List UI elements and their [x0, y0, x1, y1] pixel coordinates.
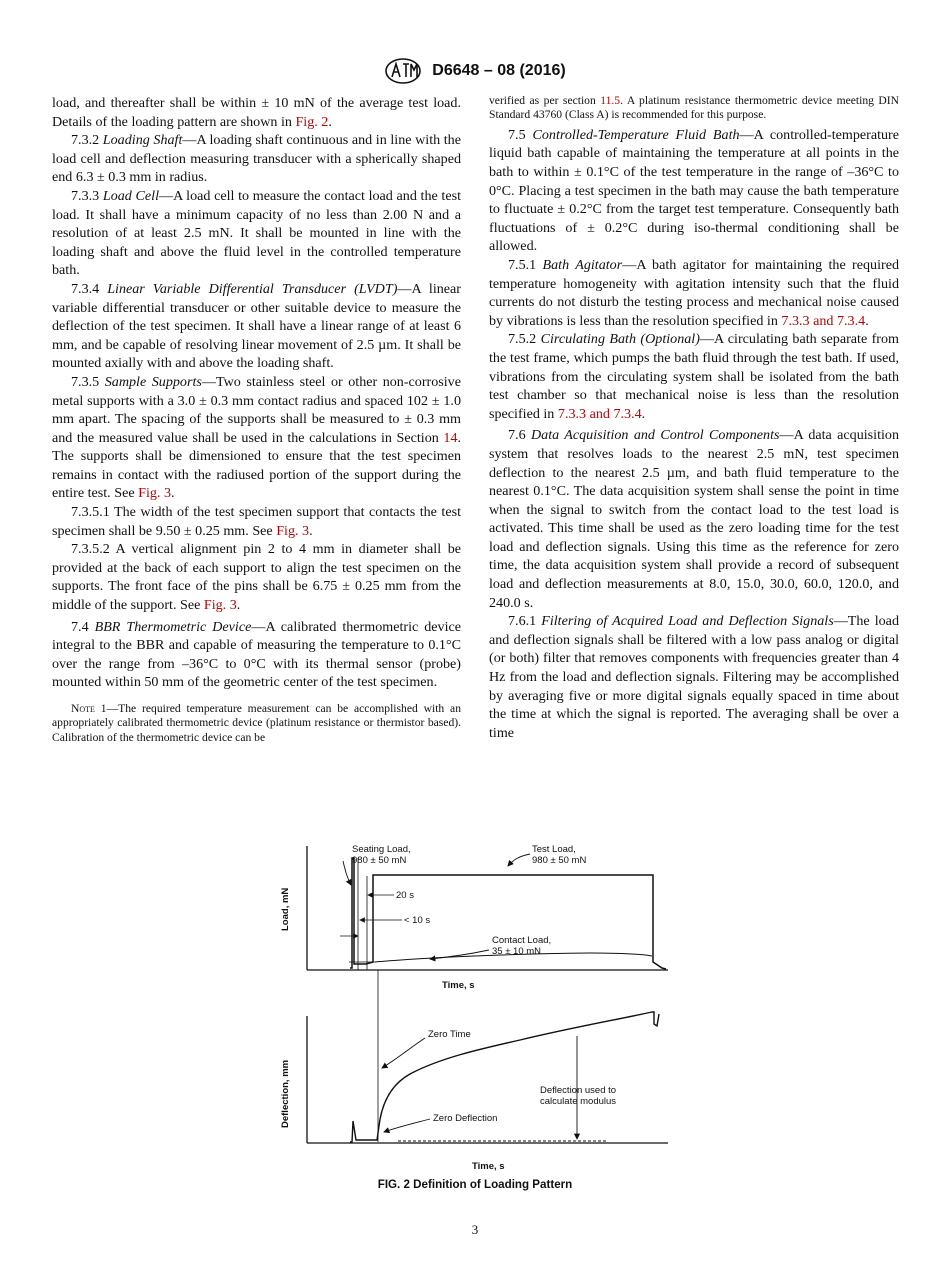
figure-link[interactable]: Fig. 2: [295, 113, 329, 130]
section-7-4: 7.4 BBR Thermometric Device—A calibrated thermometric device integral to the BBR and capable of measuring the temperature to 0.1°C over the range from –36°C to 0°C with its thermal sensor (probe) mounted within 50 mm of the geometric center of the test specimen.: [52, 618, 461, 691]
section-7-3-3: 7.3.3 Load Cell—A load cell to measure the contact load and the test load. It shall have a minimum capacity of no less than 2.00 N and a resolution of at least 2.5 mN. It shall be mounted in line with the loading shaft and above the fluid level in the controlled temperature bath.: [52, 187, 461, 279]
deflection-y-label: Deflection, mm: [280, 1059, 291, 1128]
section-7-6-1: 7.6.1 Filtering of Acquired Load and Deflection Signals—The load and deflection signals shall be filtered with a low pass analog or digital (or both) filter that removes components with frequencies greater than 4 Hz from the load and deflection signals. Filtering may be accomplished by averaging five or more digital signals equally spaced in time about the time at which the signal is reported. The averaging shall be over a time: [489, 613, 899, 741]
figure-link[interactable]: Fig. 3: [276, 522, 310, 539]
seating-load-value: 980 ± 50 mN: [352, 855, 407, 866]
load-y-label: Load, mN: [280, 887, 291, 931]
section-7-3-5-1: 7.3.5.1 The width of the test specimen support that contacts the test specimen shall be 9.50 ± 0.25 mm. See Fig. 3.: [52, 504, 461, 539]
deflection-x-label: Time, s: [472, 1161, 505, 1172]
note-label: Note 1: [71, 702, 107, 715]
deflection-plot: [280, 1012, 668, 1172]
note-1-continued: verified as per section 11.5. A platinum resistance thermometric device meeting DIN Standard 43760 (Class A) is recommended for this purpose.: [489, 94, 899, 122]
section-7-3-2: 7.3.2 Loading Shaft—A loading shaft continuous and in line with the load cell and deflection measuring transducer with a spherically shaped end 6.3 ± 0.3 mm in radius.: [52, 132, 461, 186]
section-7-6: 7.6 Data Acquisition and Control Components—A data acquisition system that resolves loads to the nearest 2.5 mN, test specimen deflection to the nearest 2.5 µm, and bath fluid temperature to the nearest 0.1°C. The data acquisition system shall sense the point in time when the signal to switch from the contact load to the test load is activated. This time shall be used as the zero loading time for the test load and deflection signals. Using this time as the reference for zero time, the data acquisition system shall provide a record of subsequent load and deflection measurements at 8.0, 15.0, 30.0, 60.0, 120.0, and 240.0 s.: [489, 427, 900, 611]
section-7-3-5-2: 7.3.5.2 A vertical alignment pin 2 to 4 mm in diameter shall be provided at the back of each support to align the test specimen on the supports. The front face of the pins shall be 6.75 ± 0.25 mm from the middle of the support. See Fig. 3.: [52, 541, 461, 614]
page-number: 3: [471, 1222, 479, 1237]
right-column: [489, 94, 899, 742]
page-header: [0, 58, 950, 84]
ten-seconds-label: < 10 s: [404, 915, 431, 926]
section-7-5: 7.5 Controlled-Temperature Fluid Bath—A controlled-temperature liquid bath capable of maintaining the temperature at all points in the bath to within ± 0.1°C of the test temperature in the range of –36°C to 0°C. Placing a test specimen in the bath may cause the bath temperature to fluctuate ± 0.2°C from the target test temperature. Consequently bath fluctuations of ± 0.2°C during iso-thermal conditioning shall be allowed.: [489, 126, 900, 255]
test-load-value: 980 ± 50 mN: [532, 855, 587, 866]
left-column: [52, 94, 461, 745]
section-link[interactable]: 7.3.3 and 7.3.4: [781, 312, 866, 329]
section-link[interactable]: 14: [443, 429, 458, 446]
zero-time-label: Zero Time: [428, 1029, 471, 1040]
contact-load-value: 35 ± 10 mN: [492, 946, 542, 957]
deflection-trace: [350, 1012, 659, 1142]
figure-link[interactable]: Fig. 3: [203, 597, 237, 614]
deflection-note-line-2: calculate modulus: [540, 1096, 617, 1107]
note-1: Note 1—The required temperature measurement can be accomplished with an appropriately calibrated thermometric device (platinum resistance or thermistor based). Calibration of the thermometric device can be: [52, 702, 461, 744]
deflection-note-line-1: Deflection used to: [540, 1085, 617, 1096]
section-7-5-2: 7.5.2 Circulating Bath (Optional)—A circulating bath separate from the test frame, which pumps the bath fluid through the test bath. If used, vibrations from the circulating system shall be isolated from the bath test chamber so that mechanical noise is less than the resolution specified in 7.3.3 and 7.3.4.: [489, 331, 899, 422]
contact-load-label: Contact Load,: [492, 935, 552, 946]
paragraph: load, and thereafter shall be within ± 10 mN of the average test load. Details of the loading pattern are shown in Fig. 2.: [52, 95, 461, 130]
seating-load-label: Seating Load,: [352, 844, 411, 855]
load-plot: [280, 844, 668, 991]
loading-pattern-figure: [270, 836, 680, 1196]
load-x-label: Time, s: [442, 980, 475, 991]
test-load-label: Test Load,: [532, 844, 576, 855]
section-link[interactable]: 11.5: [600, 94, 621, 107]
figure-link[interactable]: Fig. 3: [138, 485, 172, 502]
figure-caption: FIG. 2 Definition of Loading Pattern: [377, 1178, 573, 1191]
section-7-3-4: 7.3.4 Linear Variable Differential Transducer (LVDT)—A linear variable differential transducer or other suitable device to measure the deflection of the test specimen. It shall have a linear range of at least 6 mm, and be capable of resolving linear movement of 2.5 µm. It shall be mounted axially with and above the loading shaft.: [52, 280, 461, 372]
section-7-3-5: 7.3.5 Sample Supports—Two stainless steel or other non-corrosive metal supports with a 3.0 ± 0.3 mm contact radius and spaced 102 ± 1.0 mm apart. The spacing of the supports shall be measured to ± 0.3 mm and the measured value shall be used in the calculations in Section 14. The supports shall be dimensioned to ensure that the test specimen remains in contact with the radiused portion of the support during the entire test. See Fig. 3.: [52, 373, 461, 502]
astm-logo-icon: [384, 58, 422, 84]
standard-designation: D6648 – 08 (2016): [432, 62, 566, 79]
zero-deflection-label: Zero Deflection: [433, 1113, 498, 1124]
section-7-5-1: 7.5.1 Bath Agitator—A bath agitator for maintaining the required temperature homogeneity with agitation intensity such that the fluid currents do not disturb the testing process and mechanical noise caused by vibrations is less than the resolution specified in 7.3.3 and 7.3.4.: [489, 256, 899, 329]
twenty-seconds-label: 20 s: [396, 890, 414, 901]
section-link[interactable]: 7.3.3 and 7.3.4: [557, 405, 642, 422]
